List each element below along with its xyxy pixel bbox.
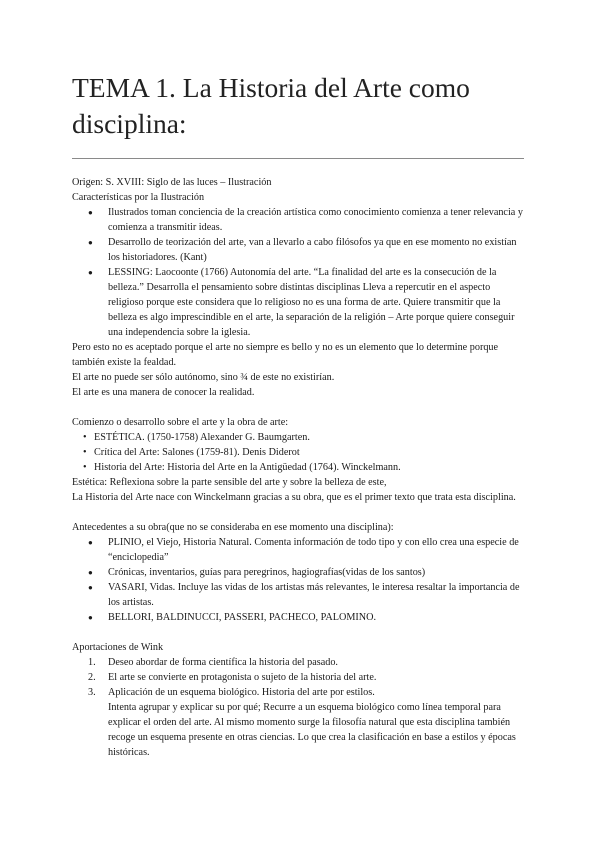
list-item: ● Crónicas, inventarios, guías para peregrinos, hagiografías(vidas de los santos) [82,565,524,580]
list-item: • Crítica del Arte: Salones (1759-81). Denis Diderot [82,445,524,460]
list-text: El arte se convierte en protagonista o sujeto de la historia del arte. [108,672,377,683]
list-number: 1. [88,657,96,668]
comienzo-list [72,430,524,475]
list-number: 2. [88,672,96,683]
page-title: TEMA 1. La Historia del Arte como disciplina: [72,72,470,139]
list-text: Deseo abordar de forma científica la historia del pasado. [108,657,338,668]
aportaciones-list [72,655,524,760]
paragraph-line: El arte no puede ser sólo autónomo, sino ¾ de este no existirían. [72,372,335,383]
list-item [82,670,524,685]
caracteristicas-heading: Características por la Ilustración [72,192,205,203]
paragraph-line: La Historia del Arte nace con Winckelmann gracias a su obra, que es el primer texto que trata esta disciplina. [72,492,516,503]
list-item: ● Desarrollo de teorización del arte, van a llevarlo a cabo filósofos ya que en ese momento no existían los historiadores. (Kant) [82,235,524,265]
list-item: ● VASARI, Vidas. Incluye las vidas de los artistas más relevantes, le interesa resaltar la importancia de los artistas. [82,580,524,610]
aportaciones-heading: Aportaciones de Wink [72,642,164,653]
list-item [82,655,524,670]
antecedentes-list [72,535,524,625]
document-body [72,175,524,760]
list-continuation: Intenta agrupar y explicar su por qué; Recurre a un esquema biológico como línea temporal para explicar el orden del arte. Al mismo momento surge la filosofía natural que esta disciplina también recoge un esquema presente en otras ciencias. Lo que crea la clasificación en base a estilos y épocas históricas. [108,702,516,758]
title-divider [72,158,524,159]
paragraph-line: El arte es una manera de conocer la realidad. [72,387,255,398]
paragraph-line: Estética: Reflexiona sobre la parte sensible del arte y sobre la belleza de este, [72,477,387,488]
list-item: ● Ilustrados toman conciencia de la creación artística como conocimiento comienza a tener relevancia y comienza a transmitir ideas. [82,205,524,235]
list-item: • ESTÉTICA. (1750-1758) Alexander G. Baumgarten. [82,430,524,445]
origen-line: Origen: S. XVIII: Siglo de las luces – Ilustración [72,177,272,188]
list-item: ● PLINIO, el Viejo, Historia Natural. Comenta información de todo tipo y con ello crea una especie de “enciclopedia” [82,535,524,565]
list-text: Aplicación de un esquema biológico. Historia del arte por estilos. [108,687,375,698]
list-item: ● BELLORI, BALDINUCCI, PASSERI, PACHECO, PALOMINO. [82,610,524,625]
comienzo-heading: Comienzo o desarrollo sobre el arte y la obra de arte: [72,417,289,428]
antecedentes-heading: Antecedentes a su obra(que no se consideraba en ese momento una disciplina): [72,522,394,533]
list-number: 3. [88,687,96,698]
list-item: ● LESSING: Laocoonte (1766) Autonomía del arte. “La finalidad del arte es la consecución de la belleza.” Desarrolla el pensamiento sobre distintas disciplinas Lleva a repercutir en el aspecto religioso porque este considera que lo religioso no es una forma de arte. Quiere transmitir que la belleza es algo imprescindible en el arte, la separación de la religión – Arte porque quiere conseguir una independencia sobre la iglesia. [82,265,524,340]
caracteristicas-list [72,205,524,340]
list-item: • Historia del Arte: Historia del Arte en la Antigüedad (1764). Winckelmann. [82,460,524,475]
document-page [72,70,524,760]
paragraph-line: Pero esto no es aceptado porque el arte no siempre es bello y no es un elemento que lo determine porque también existe la fealdad. [72,342,499,368]
list-item [82,685,524,760]
